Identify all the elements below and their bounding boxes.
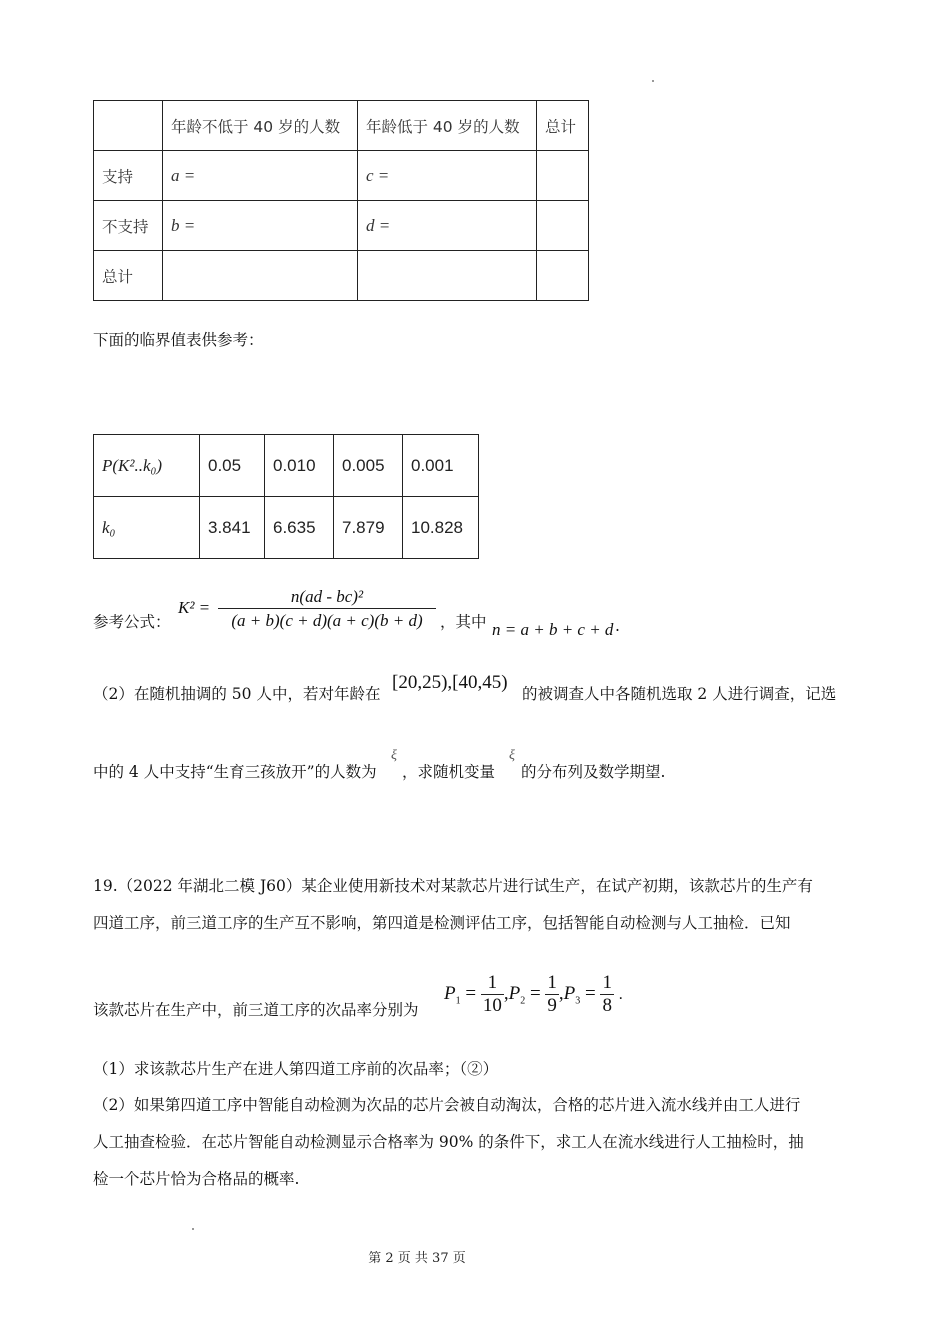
table-cell: c = (358, 151, 537, 201)
p-symbol: P (444, 982, 456, 1004)
row-label: 支持 (94, 151, 163, 201)
table-cell (537, 151, 589, 201)
xi-symbol: ξ (391, 748, 397, 763)
fraction-p2 (545, 972, 559, 1017)
table-cell (163, 251, 358, 301)
table-cell: d = (358, 201, 537, 251)
critical-value-table (93, 434, 479, 559)
denominator: 9 (547, 995, 557, 1016)
p-subscript: 1 (455, 995, 461, 1007)
q19-sub2-line2: 人工抽查检验．在芯片智能自动检测显示合格率为 90% 的条件下，求工人在流水线进行人工抽检时，抽 (93, 1133, 804, 1151)
table-cell: 10.828 (403, 497, 479, 559)
q19-line3: 该款芯片在生产中，前三道工序的次品率分别为 (93, 1001, 419, 1019)
formula-fraction (218, 586, 436, 633)
table-row (94, 435, 479, 497)
q2-line2c: 的分布列及数学期望. (521, 763, 666, 781)
row-label: 不支持 (94, 201, 163, 251)
table-cell (358, 251, 537, 301)
formula-middle: ，其中 (440, 613, 487, 631)
table-row (94, 151, 589, 201)
table-cell (94, 101, 163, 151)
q19-line2: 四道工序，前三道工序的生产互不影响，第四道是检测评估工序，包括智能自动检测与人工抽检．已知 (93, 914, 791, 932)
q2-line2a: 中的 4 人中支持“生育三孩放开”的人数为 (93, 763, 377, 781)
table-cell: 6.635 (265, 497, 334, 559)
q2-line2b: ，求随机变量 (402, 763, 496, 781)
row-label: 总计 (94, 251, 163, 301)
table-cell: b = (163, 201, 358, 251)
formula-lhs: K² = (178, 598, 211, 617)
table-cell: 7.879 (334, 497, 403, 559)
p-subscript: 2 (520, 995, 526, 1007)
q19-line1: 19.（2022 年湖北二模 J60）某企业使用新技术对某款芯片进行试生产，在试产初期，该款芯片的生产有 (93, 877, 813, 895)
p-subscript: 3 (575, 995, 581, 1007)
p-symbol: P (563, 982, 576, 1004)
table-cell: 0.001 (403, 435, 479, 497)
page-footer: 第 2 页 共 37 页 (368, 1251, 466, 1266)
table-cell (537, 201, 589, 251)
formula-n-def: n = a + b + c + d (492, 620, 614, 639)
q19-sub1: （1）求该款芯片生产在进人第四道工序前的次品率；（②） (93, 1060, 499, 1078)
q2-line1a: （2）在随机抽调的 50 人中，若对年龄在 (93, 685, 381, 703)
table-cell: 3.841 (200, 497, 265, 559)
table-cell: 0.005 (334, 435, 403, 497)
formula-numerator: n(ad - bc)² (218, 586, 436, 609)
formula-denominator: (a + b)(c + d)(a + c)(b + d) (231, 611, 423, 630)
contingency-table (93, 100, 589, 301)
table-row (94, 251, 589, 301)
table-row (94, 201, 589, 251)
scan-dot (192, 1228, 194, 1230)
table-cell: 0.010 (265, 435, 334, 497)
xi-symbol: ξ (509, 748, 515, 763)
numerator: 1 (547, 972, 557, 993)
column-header: 年龄不低于 40 岁的人数 (163, 101, 358, 151)
denominator: 8 (602, 995, 612, 1016)
denominator: 10 (482, 995, 502, 1016)
fraction-p3 (600, 972, 614, 1017)
table-row (94, 101, 589, 151)
period: . (618, 985, 623, 1003)
numerator: 1 (602, 972, 612, 993)
q2-line1b: 的被调查人中各随机选取 2 人进行调查，记选 (522, 685, 837, 703)
p-symbol: P (508, 982, 521, 1004)
q2-intervals: [20,25),[40,45) (392, 672, 508, 693)
table-cell: 0.05 (200, 435, 265, 497)
critical-intro: 下面的临界值表供参考： (93, 331, 264, 349)
row-label: k₀ (94, 497, 200, 559)
row-label: P(K²..k₀) (94, 435, 200, 497)
formula-prefix: 参考公式： (93, 613, 171, 631)
q19-sub2-line1: （2）如果第四道工序中智能自动检测为次品的芯片会被自动淘汰，合格的芯片进入流水线并由工人进行 (93, 1096, 801, 1114)
probabilities-expression: $P_1$ = $\frac{1}{10}$ $,P_2$ = $\frac{1}{9}$ $,P_3$ = $\frac{1}{8}$ . (444, 972, 623, 1016)
scan-dot (652, 80, 654, 82)
table-cell (537, 251, 589, 301)
column-header: 总计 (537, 101, 589, 151)
table-row (94, 497, 479, 559)
fraction-p1 (481, 972, 504, 1017)
numerator: 1 (481, 972, 504, 995)
table-cell: a = (163, 151, 358, 201)
formula-end: . (615, 617, 620, 635)
q19-sub2-line3: 检一个芯片恰为合格品的概率. (93, 1170, 300, 1188)
column-header: 年龄低于 40 岁的人数 (358, 101, 537, 151)
